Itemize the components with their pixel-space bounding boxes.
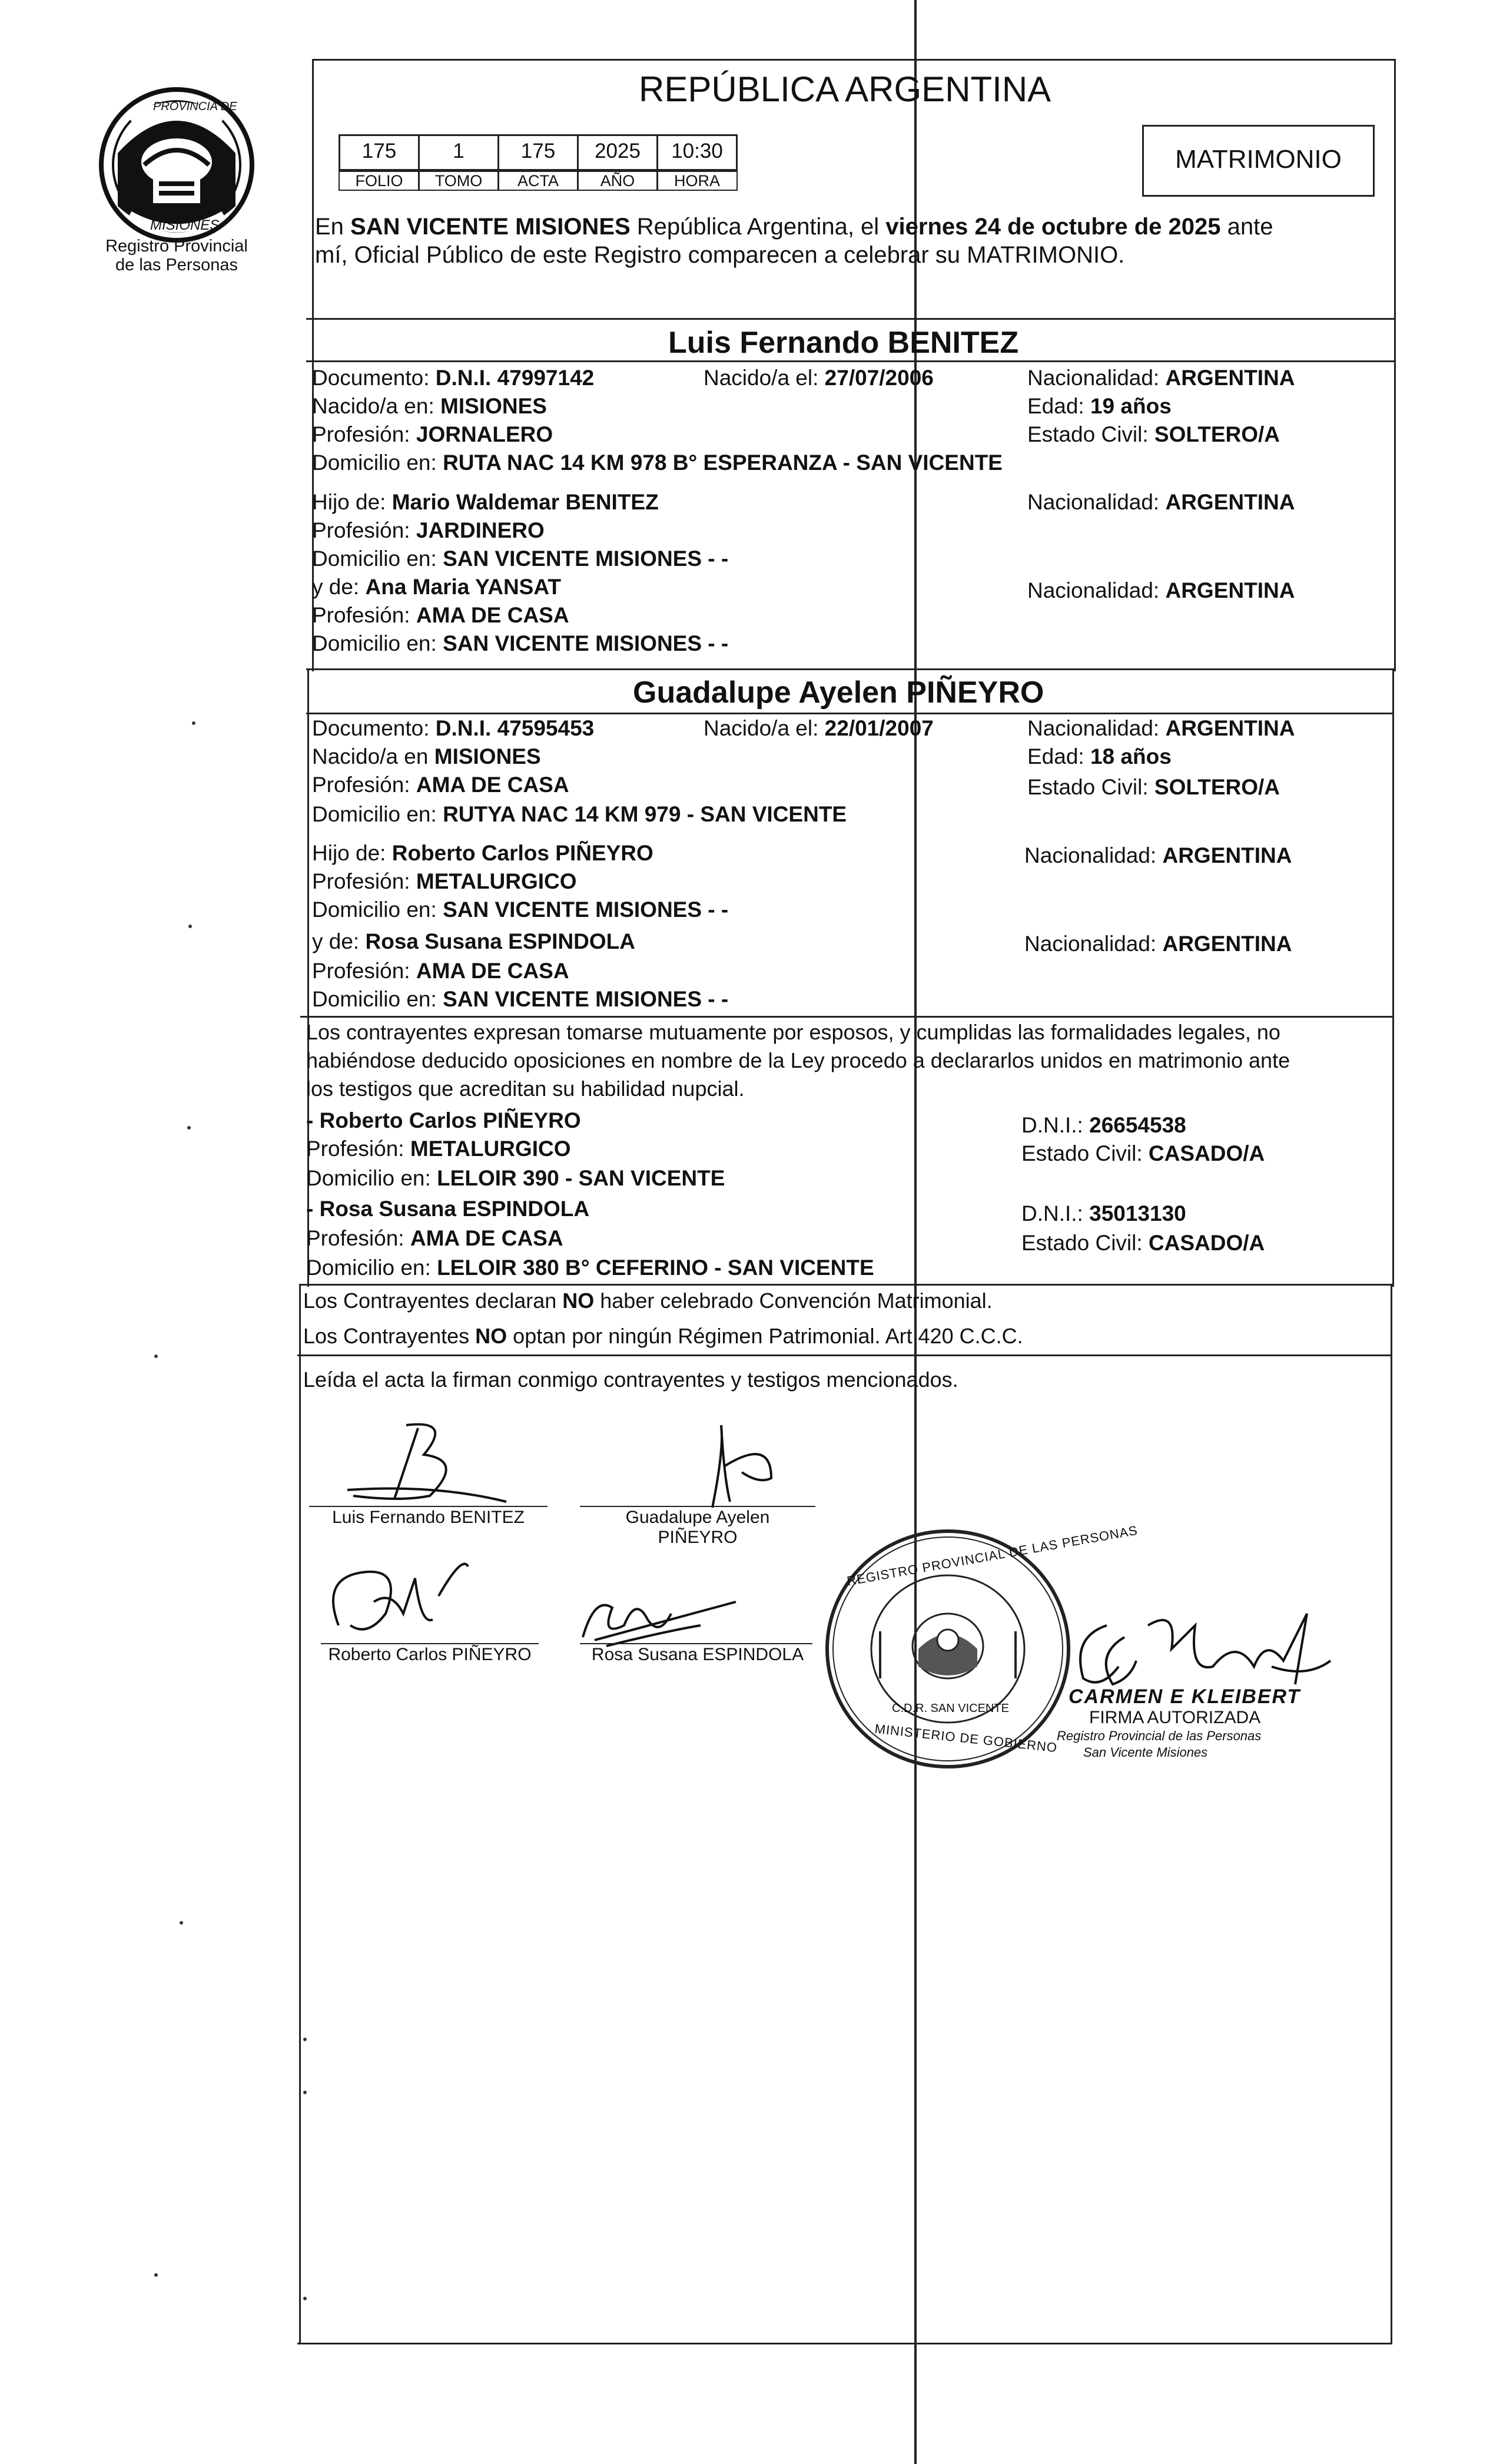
scan-speck	[180, 1921, 183, 1925]
folio-label: FOLIO	[339, 171, 420, 191]
frame-right-low	[1391, 1284, 1392, 2344]
intro-p3: ante	[1220, 214, 1273, 240]
spouse1-domicilio: Domicilio en: RUTA NAC 14 KM 978 B° ESPERANZA - SAN VICENTE	[312, 451, 1003, 475]
spouse2-madre-profesion: Profesión: AMA DE CASA	[312, 959, 569, 983]
witness1-name: - Roberto Carlos PIÑEYRO	[306, 1108, 581, 1132]
declaration-line-3: los testigos que acreditan su habilidad nupcial.	[306, 1077, 745, 1101]
signature-2-caption-line2: PIÑEYRO	[658, 1528, 738, 1547]
signature-4-scribble	[559, 1584, 759, 1655]
signature-3-scribble	[315, 1543, 492, 1649]
spouse2-madre: y de: Rosa Susana ESPINDOLA	[312, 929, 636, 953]
officer-name: CARMEN E KLEIBERT	[1069, 1685, 1301, 1708]
witness1-profesion: Profesión: METALURGICO	[306, 1137, 571, 1161]
document-type: MATRIMONIO	[1175, 145, 1342, 174]
spouse1-padre: Hijo de: Mario Waldemar BENITEZ	[312, 490, 659, 514]
scan-speck	[303, 2038, 307, 2041]
spouse1-padre-domicilio: Domicilio en: SAN VICENTE MISIONES - -	[312, 547, 729, 571]
country-title: REPÚBLICA ARGENTINA	[639, 69, 1051, 109]
seal-text-top: PROVINCIA DE	[153, 100, 237, 113]
spouse2-padre: Hijo de: Roberto Carlos PIÑEYRO	[312, 841, 653, 865]
spouse1-nacido-en: Nacido/a en: MISIONES	[312, 394, 547, 418]
intro-line-2: mí, Oficial Público de este Registro comparecen a celebrar su MATRIMONIO.	[315, 242, 1125, 268]
folio-value: 175	[339, 134, 420, 171]
spouse2-nacido-en: Nacido/a en MISIONES	[312, 744, 541, 769]
document-type-box	[1142, 125, 1375, 197]
divider-2	[306, 360, 1395, 362]
signature-2-caption-line1: Guadalupe Ayelen	[625, 1508, 770, 1527]
registry-caption	[71, 237, 283, 274]
scan-speck	[303, 2091, 307, 2094]
spouse1-nacido-el: Nacido/a el: 27/07/2006	[704, 366, 934, 390]
witness2-name: - Rosa Susana ESPINDOLA	[306, 1197, 590, 1221]
divider-6	[300, 1284, 1394, 1286]
witness2-domicilio: Domicilio en: LELOIR 380 B° CEFERINO - SAN VICENTE	[306, 1256, 874, 1280]
spouse1-madre-nacionalidad: Nacionalidad: ARGENTINA	[1027, 578, 1295, 602]
signature-2-scribble	[689, 1413, 807, 1513]
registry-caption-line1: Registro Provincial	[105, 237, 248, 256]
hora-value: 10:30	[656, 134, 738, 171]
spouse2-nacido-el: Nacido/a el: 22/01/2007	[704, 716, 934, 740]
spouse2-edad: Edad: 18 años	[1027, 744, 1172, 769]
convention-line-2: Los Contrayentes NO optan por ningún Régimen Patrimonial. Art 420 C.C.C.	[303, 1324, 1023, 1348]
divider-3	[306, 668, 1395, 670]
spouse2-domicilio: Domicilio en: RUTYA NAC 14 KM 979 - SAN VICENTE	[312, 802, 847, 826]
frame-left-mid	[307, 668, 309, 1287]
anio-label: AÑO	[577, 171, 658, 191]
divider-4	[306, 713, 1394, 714]
witness1-dni: D.N.I.: 26654538	[1021, 1113, 1186, 1137]
spouse2-name: Guadalupe Ayelen PIÑEYRO	[633, 675, 1044, 710]
stamp-inner-text: C.D.R. SAN VICENTE	[892, 1702, 1009, 1715]
stamp-ring-text: REGISTRO PROVINCIAL DE LAS PERSONAS	[845, 1522, 1139, 1589]
declaration-line-1: Los contrayentes expresan tomarse mutuamente por esposos, y cumplidas las formalidades legales, no	[306, 1020, 1280, 1044]
spouse2-documento: Documento: D.N.I. 47595453	[312, 716, 595, 740]
signature-2-caption	[580, 1508, 815, 1548]
spouse1-madre-domicilio: Domicilio en: SAN VICENTE MISIONES - -	[312, 631, 729, 655]
spouse1-profesion: Profesión: JORNALERO	[312, 422, 553, 446]
scan-speck	[187, 1126, 191, 1130]
witness2-dni: D.N.I.: 35013130	[1021, 1201, 1186, 1226]
divider-5	[300, 1016, 1394, 1018]
witness1-domicilio: Domicilio en: LELOIR 390 - SAN VICENTE	[306, 1166, 725, 1190]
closing-text: Leída el acta la firman conmigo contrayentes y testigos mencionados.	[303, 1367, 958, 1392]
signature-4-caption: Rosa Susana ESPINDOLA	[591, 1645, 804, 1664]
witness1-estado-civil: Estado Civil: CASADO/A	[1021, 1141, 1265, 1165]
record-table	[339, 134, 745, 198]
registry-stamp	[821, 1522, 1139, 1773]
spouse1-edad: Edad: 19 años	[1027, 394, 1172, 418]
spouse1-madre-profesion: Profesión: AMA DE CASA	[312, 603, 569, 627]
declaration-line-2: habiéndose deducido oposiciones en nombre de la Ley procedo a declararlos unidos en matrimonio ante	[306, 1048, 1290, 1072]
spouse2-madre-domicilio: Domicilio en: SAN VICENTE MISIONES - -	[312, 987, 729, 1011]
frame-right-mid	[1392, 668, 1394, 1287]
officer-line-4: San Vicente Misiones	[1083, 1745, 1208, 1760]
acta-label: ACTA	[497, 171, 579, 191]
frame-left-low	[299, 1284, 301, 2344]
witness2-estado-civil: Estado Civil: CASADO/A	[1021, 1231, 1265, 1255]
spouse1-name: Luis Fernando BENITEZ	[668, 326, 1019, 360]
spouse1-padre-profesion: Profesión: JARDINERO	[312, 518, 545, 542]
officer-signature-scribble	[1060, 1602, 1342, 1696]
spouse2-profesion: Profesión: AMA DE CASA	[312, 773, 569, 797]
spouse2-padre-nacionalidad: Nacionalidad: ARGENTINA	[1024, 843, 1292, 867]
convention-line-1: Los Contrayentes declaran NO haber celebrado Convención Matrimonial.	[303, 1289, 993, 1313]
signature-4-line	[580, 1643, 812, 1644]
hora-label: HORA	[656, 171, 738, 191]
divider-7	[297, 1354, 1392, 1356]
spouse2-padre-profesion: Profesión: METALURGICO	[312, 869, 577, 893]
officer-line-3: Registro Provincial de las Personas	[1057, 1728, 1262, 1743]
signature-1-scribble	[330, 1413, 553, 1513]
spouse2-padre-domicilio: Domicilio en: SAN VICENTE MISIONES - -	[312, 897, 729, 922]
officer-title: FIRMA AUTORIZADA	[1089, 1708, 1261, 1727]
divider-1	[306, 318, 1395, 320]
spouse1-documento: Documento: D.N.I. 47997142	[312, 366, 595, 390]
intro-p2: República Argentina, el	[630, 214, 886, 240]
intro-line-1	[315, 213, 1273, 240]
spouse1-nacionalidad: Nacionalidad: ARGENTINA	[1027, 366, 1295, 390]
stamp-bottom-text: MINISTERIO DE GOBIERNO	[874, 1721, 1059, 1756]
scan-speck	[154, 2273, 158, 2277]
spouse1-madre: y de: Ana Maria YANSAT	[312, 575, 561, 599]
spouse2-nacionalidad: Nacionalidad: ARGENTINA	[1027, 716, 1295, 740]
frame-bottom	[297, 2343, 1392, 2344]
signature-1-line	[309, 1506, 548, 1507]
signature-1-caption: Luis Fernando BENITEZ	[332, 1508, 525, 1527]
signature-3-line	[321, 1643, 539, 1644]
witness2-profesion: Profesión: AMA DE CASA	[306, 1226, 563, 1250]
tomo-value: 1	[418, 134, 499, 171]
intro-place: SAN VICENTE MISIONES	[350, 214, 631, 240]
anio-value: 2025	[577, 134, 658, 171]
intro-date: viernes 24 de octubre de 2025	[885, 214, 1221, 240]
spouse2-madre-nacionalidad: Nacionalidad: ARGENTINA	[1024, 932, 1292, 956]
seal-text-bottom: MISIONES	[150, 217, 220, 233]
spouse2-estado-civil: Estado Civil: SOLTERO/A	[1027, 775, 1280, 799]
acta-value: 175	[497, 134, 579, 171]
frame-right	[1394, 59, 1396, 671]
intro-p1: En	[315, 214, 351, 240]
signature-2-line	[580, 1506, 815, 1507]
scan-speck	[192, 721, 195, 725]
scan-speck	[188, 925, 192, 928]
signature-3-caption: Roberto Carlos PIÑEYRO	[328, 1645, 532, 1664]
tomo-label: TOMO	[418, 171, 499, 191]
scan-speck	[154, 1354, 158, 1358]
frame-top	[312, 59, 1395, 61]
registry-caption-line2: de las Personas	[115, 256, 238, 274]
spouse1-estado-civil: Estado Civil: SOLTERO/A	[1027, 422, 1280, 446]
scan-speck	[303, 2297, 307, 2300]
spouse1-padre-nacionalidad: Nacionalidad: ARGENTINA	[1027, 490, 1295, 514]
